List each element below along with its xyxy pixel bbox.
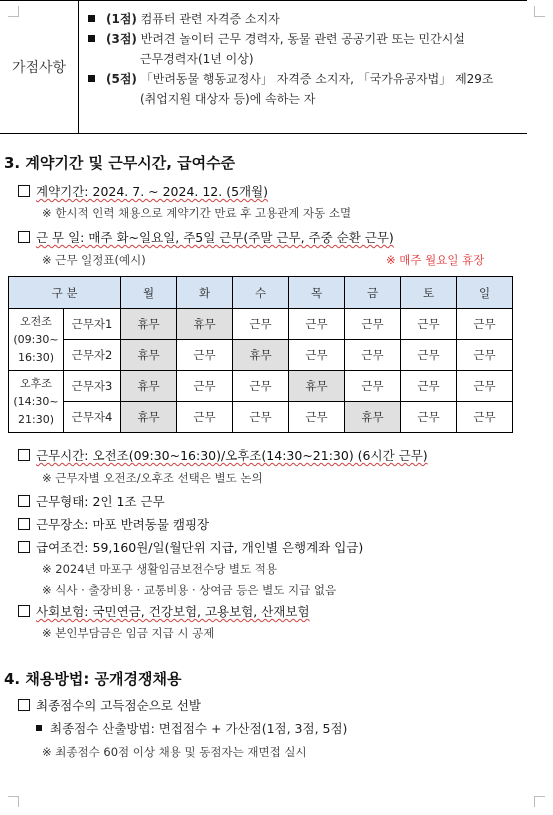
corner-mark — [534, 6, 545, 17]
final-score-selection: 최종점수의 고득점순으로 선발 — [18, 696, 201, 714]
table-header: 구 분 — [9, 277, 121, 309]
contract-period: 계약기간: 2024. 7. ~ 2024. 12. (5개월) — [18, 182, 268, 200]
day-cell: 근무 — [401, 340, 457, 371]
bonus-list — [88, 9, 520, 109]
day-cell: 근무 — [457, 340, 513, 371]
day-cell: 근무 — [401, 402, 457, 433]
day-cell: 근무 — [345, 309, 401, 340]
checkbox-icon — [18, 518, 30, 530]
tie-note: ※ 최종점수 60점 이상 채용 및 동점자는 재면접 실시 — [42, 745, 307, 759]
checkbox-icon — [18, 699, 30, 711]
table-header: 금 — [345, 277, 401, 309]
schedule-table — [8, 276, 513, 433]
bonus-label: 가점사항 — [0, 1, 79, 133]
checkbox-icon — [18, 541, 30, 553]
pay-note-1: ※ 2024년 마포구 생활임금보전수당 별도 적용 — [42, 562, 277, 576]
bonus-item: (5점) 「반려동물 행동교정사」 자격증 소지자, 「국가유공자법」 제29조 (취업지원 대상자 등)에 속하는 자 — [88, 69, 520, 109]
insurance-note: ※ 본인부담금은 임금 지급 시 공제 — [42, 626, 215, 640]
work-days: 근 무 일: 매주 화~일요일, 주5일 근무(주말 근무, 주중 순환 근무) — [18, 228, 394, 246]
day-cell: 근무 — [289, 402, 345, 433]
section3-title: 3. 계약기간 및 근무시간, 급여수준 — [4, 154, 236, 172]
checkbox-icon — [18, 449, 30, 461]
table-row — [9, 402, 513, 433]
work-hours: 근무시간: 오전조(09:30~16:30)/오후조(14:30~21:30) (6시간 근무) — [18, 446, 428, 464]
schedule-note: ※ 근무 일정표(예시) — [42, 253, 146, 267]
checkbox-icon — [18, 231, 30, 243]
worker-cell: 근무자4 — [64, 402, 121, 433]
square-bullet-icon — [88, 35, 95, 42]
checkbox-icon — [18, 185, 30, 197]
hours-note: ※ 근무자별 오전조/오후조 선택은 별도 논의 — [42, 471, 263, 485]
day-cell: 근무 — [233, 402, 289, 433]
day-cell: 근무 — [345, 371, 401, 402]
day-cell: 근무 — [457, 371, 513, 402]
table-header: 화 — [177, 277, 233, 309]
day-cell: 근무 — [345, 340, 401, 371]
day-cell: 근무 — [401, 309, 457, 340]
day-cell: 근무 — [457, 309, 513, 340]
section4-title: 4. 채용방법: 공개경쟁채용 — [4, 670, 182, 688]
square-bullet-icon — [88, 75, 95, 82]
table-header: 일 — [457, 277, 513, 309]
day-cell: 휴무 — [233, 340, 289, 371]
day-cell: 휴무 — [345, 402, 401, 433]
table-header: 목 — [289, 277, 345, 309]
score-calculation: 최종점수 산출방법: 면접점수 + 가산점(1점, 3점, 5점) — [36, 719, 347, 737]
shift-afternoon: 오후조 (14:30~ 21:30) — [9, 371, 64, 433]
day-cell: 휴무 — [121, 309, 177, 340]
table-row — [9, 340, 513, 371]
pay-condition: 급여조건: 59,160원/일(월단위 지급, 개인별 은행계좌 입금) — [18, 538, 363, 556]
day-cell: 근무 — [289, 340, 345, 371]
day-cell: 휴무 — [121, 340, 177, 371]
work-place: 근무장소: 마포 반려동물 캠핑장 — [18, 515, 209, 533]
work-form: 근무형태: 2인 1조 근무 — [18, 492, 165, 510]
square-bullet-icon — [36, 725, 42, 731]
table-header: 수 — [233, 277, 289, 309]
table-header: 월 — [121, 277, 177, 309]
bonus-table — [0, 0, 527, 134]
day-cell: 근무 — [177, 340, 233, 371]
pay-note-2: ※ 식사 · 출장비용 · 교통비용 · 상여금 등은 별도 지급 없음 — [42, 583, 337, 597]
table-row — [9, 309, 513, 340]
bonus-item: (1점) 컴퓨터 관련 자격증 소지자 — [88, 9, 520, 29]
day-cell: 근무 — [233, 371, 289, 402]
bonus-item: (3점) 반려견 놀이터 근무 경력자, 동물 관련 공공기관 또는 민간시설 근무경력자(1년 이상) — [88, 29, 520, 69]
square-bullet-icon — [88, 15, 95, 22]
day-cell: 휴무 — [121, 371, 177, 402]
holiday-note: ※ 매주 월요일 휴장 — [386, 253, 485, 267]
day-cell: 근무 — [457, 402, 513, 433]
day-cell: 근무 — [401, 371, 457, 402]
worker-cell: 근무자2 — [64, 340, 121, 371]
day-cell: 근무 — [233, 309, 289, 340]
table-header: 토 — [401, 277, 457, 309]
shift-morning: 오전조 (09:30~ 16:30) — [9, 309, 64, 371]
corner-mark — [8, 796, 19, 807]
contract-note: ※ 한시적 인력 채용으로 계약기간 만료 후 고용관계 자동 소멸 — [42, 206, 352, 220]
corner-mark — [534, 796, 545, 807]
day-cell: 휴무 — [289, 371, 345, 402]
social-insurance: 사회보험: 국민연금, 건강보험, 고용보험, 산재보험 — [18, 602, 310, 620]
table-header-row — [9, 277, 513, 309]
day-cell: 휴무 — [121, 402, 177, 433]
worker-cell: 근무자1 — [64, 309, 121, 340]
checkbox-icon — [18, 605, 30, 617]
day-cell: 근무 — [177, 371, 233, 402]
day-cell: 휴무 — [177, 309, 233, 340]
worker-cell: 근무자3 — [64, 371, 121, 402]
day-cell: 근무 — [177, 402, 233, 433]
day-cell: 근무 — [289, 309, 345, 340]
table-row — [9, 371, 513, 402]
checkbox-icon — [18, 495, 30, 507]
